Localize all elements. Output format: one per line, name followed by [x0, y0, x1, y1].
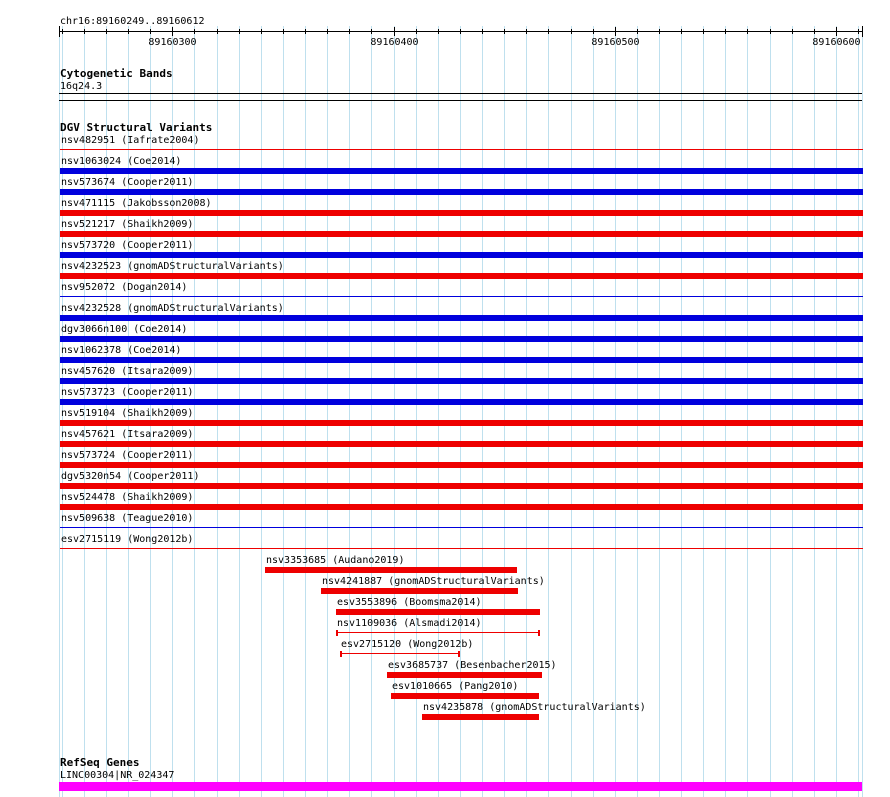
ruler-tick-label: 89160500 — [591, 37, 640, 48]
variant-label[interactable]: nsv4232523 (gnomADStructuralVariants) — [61, 261, 284, 272]
variant-bar[interactable] — [60, 210, 863, 216]
variant-label[interactable]: nsv509638 (Teague2010) — [61, 513, 194, 524]
variant-bar[interactable] — [340, 653, 459, 654]
variant-bar[interactable] — [265, 567, 517, 573]
variant-bar[interactable] — [60, 149, 863, 150]
region-label: chr16:89160249..89160612 — [60, 16, 205, 27]
variant-label[interactable]: nsv524478 (Shaikh2009) — [61, 492, 194, 503]
cytoband-line-bottom[interactable] — [59, 100, 862, 101]
variant-label[interactable]: nsv1062378 (Coe2014) — [61, 345, 182, 356]
refseq-gene-bar[interactable] — [59, 782, 862, 791]
variant-bar[interactable] — [60, 504, 863, 510]
variant-label[interactable]: nsv573724 (Cooper2011) — [61, 450, 194, 461]
variant-bar[interactable] — [60, 168, 863, 174]
dgv-title: DGV Structural Variants — [60, 121, 213, 134]
variant-label[interactable]: dgv3066n100 (Coe2014) — [61, 324, 188, 335]
variant-bar-cap[interactable] — [340, 651, 342, 657]
ruler-axis — [0, 0, 890, 60]
variant-bar-cap[interactable] — [336, 630, 338, 636]
variant-bar[interactable] — [422, 714, 539, 720]
variant-bar[interactable] — [60, 548, 863, 549]
variant-bar[interactable] — [60, 462, 863, 468]
variant-bar[interactable] — [60, 252, 863, 258]
variant-bar[interactable] — [391, 693, 539, 699]
variant-bar[interactable] — [60, 315, 863, 321]
variant-bar[interactable] — [60, 231, 863, 237]
variant-bar[interactable] — [60, 483, 863, 489]
variant-label[interactable]: esv2715119 (Wong2012b) — [61, 534, 194, 545]
variant-label[interactable]: nsv457620 (Itsara2009) — [61, 366, 194, 377]
variant-bar[interactable] — [60, 441, 863, 447]
variant-bar[interactable] — [336, 632, 540, 633]
variant-label[interactable]: nsv519104 (Shaikh2009) — [61, 408, 194, 419]
variant-label[interactable]: nsv1109036 (Alsmadi2014) — [337, 618, 482, 629]
variant-bar-cap[interactable] — [458, 651, 460, 657]
variant-label[interactable]: nsv457621 (Itsara2009) — [61, 429, 194, 440]
refseq-title: RefSeq Genes — [60, 756, 140, 769]
variant-label[interactable]: nsv4241887 (gnomADStructuralVariants) — [322, 576, 545, 587]
variant-label[interactable]: esv3553896 (Boomsma2014) — [337, 597, 482, 608]
refseq-gene-label[interactable]: LINC00304|NR_024347 — [60, 770, 175, 781]
variant-label[interactable]: nsv573723 (Cooper2011) — [61, 387, 194, 398]
variant-bar[interactable] — [60, 296, 863, 297]
variant-bar-cap[interactable] — [538, 630, 540, 636]
variant-bar[interactable] — [60, 378, 863, 384]
variant-label[interactable]: esv2715120 (Wong2012b) — [341, 639, 474, 650]
variant-label[interactable]: nsv4232528 (gnomADStructuralVariants) — [61, 303, 284, 314]
variant-bar[interactable] — [336, 609, 540, 615]
variant-bar[interactable] — [60, 189, 863, 195]
variant-label[interactable]: nsv4235878 (gnomADStructuralVariants) — [423, 702, 646, 713]
cytoband-title: Cytogenetic Bands — [60, 67, 173, 80]
variant-label[interactable]: nsv471115 (Jakobsson2008) — [61, 198, 212, 209]
variant-label[interactable]: nsv573674 (Cooper2011) — [61, 177, 194, 188]
cytoband-line-top[interactable] — [59, 93, 862, 94]
ruler-tick-label: 89160400 — [370, 37, 419, 48]
variant-bar[interactable] — [60, 336, 863, 342]
variant-bar[interactable] — [60, 420, 863, 426]
variant-label[interactable]: nsv1063024 (Coe2014) — [61, 156, 182, 167]
variant-bar[interactable] — [60, 273, 863, 279]
variant-label[interactable]: nsv573720 (Cooper2011) — [61, 240, 194, 251]
variant-label[interactable]: esv3685737 (Besenbacher2015) — [388, 660, 557, 671]
variant-label[interactable]: nsv952072 (Dogan2014) — [61, 282, 188, 293]
ruler-tick-label: 89160600 — [812, 37, 861, 48]
variant-label[interactable]: nsv482951 (Iafrate2004) — [61, 135, 200, 146]
variant-label[interactable]: esv1010665 (Pang2010) — [392, 681, 519, 692]
variant-bar[interactable] — [387, 672, 542, 678]
variant-bar[interactable] — [60, 399, 863, 405]
variant-label[interactable]: nsv521217 (Shaikh2009) — [61, 219, 194, 230]
ruler-tick-label: 89160300 — [148, 37, 197, 48]
variant-label[interactable]: dgv5320n54 (Cooper2011) — [61, 471, 200, 482]
variant-label[interactable]: nsv3353685 (Audano2019) — [266, 555, 405, 566]
cytoband-band-label[interactable]: 16q24.3 — [60, 81, 103, 92]
variant-bar[interactable] — [60, 357, 863, 363]
variant-bar[interactable] — [321, 588, 518, 594]
variant-bar[interactable] — [60, 527, 863, 528]
